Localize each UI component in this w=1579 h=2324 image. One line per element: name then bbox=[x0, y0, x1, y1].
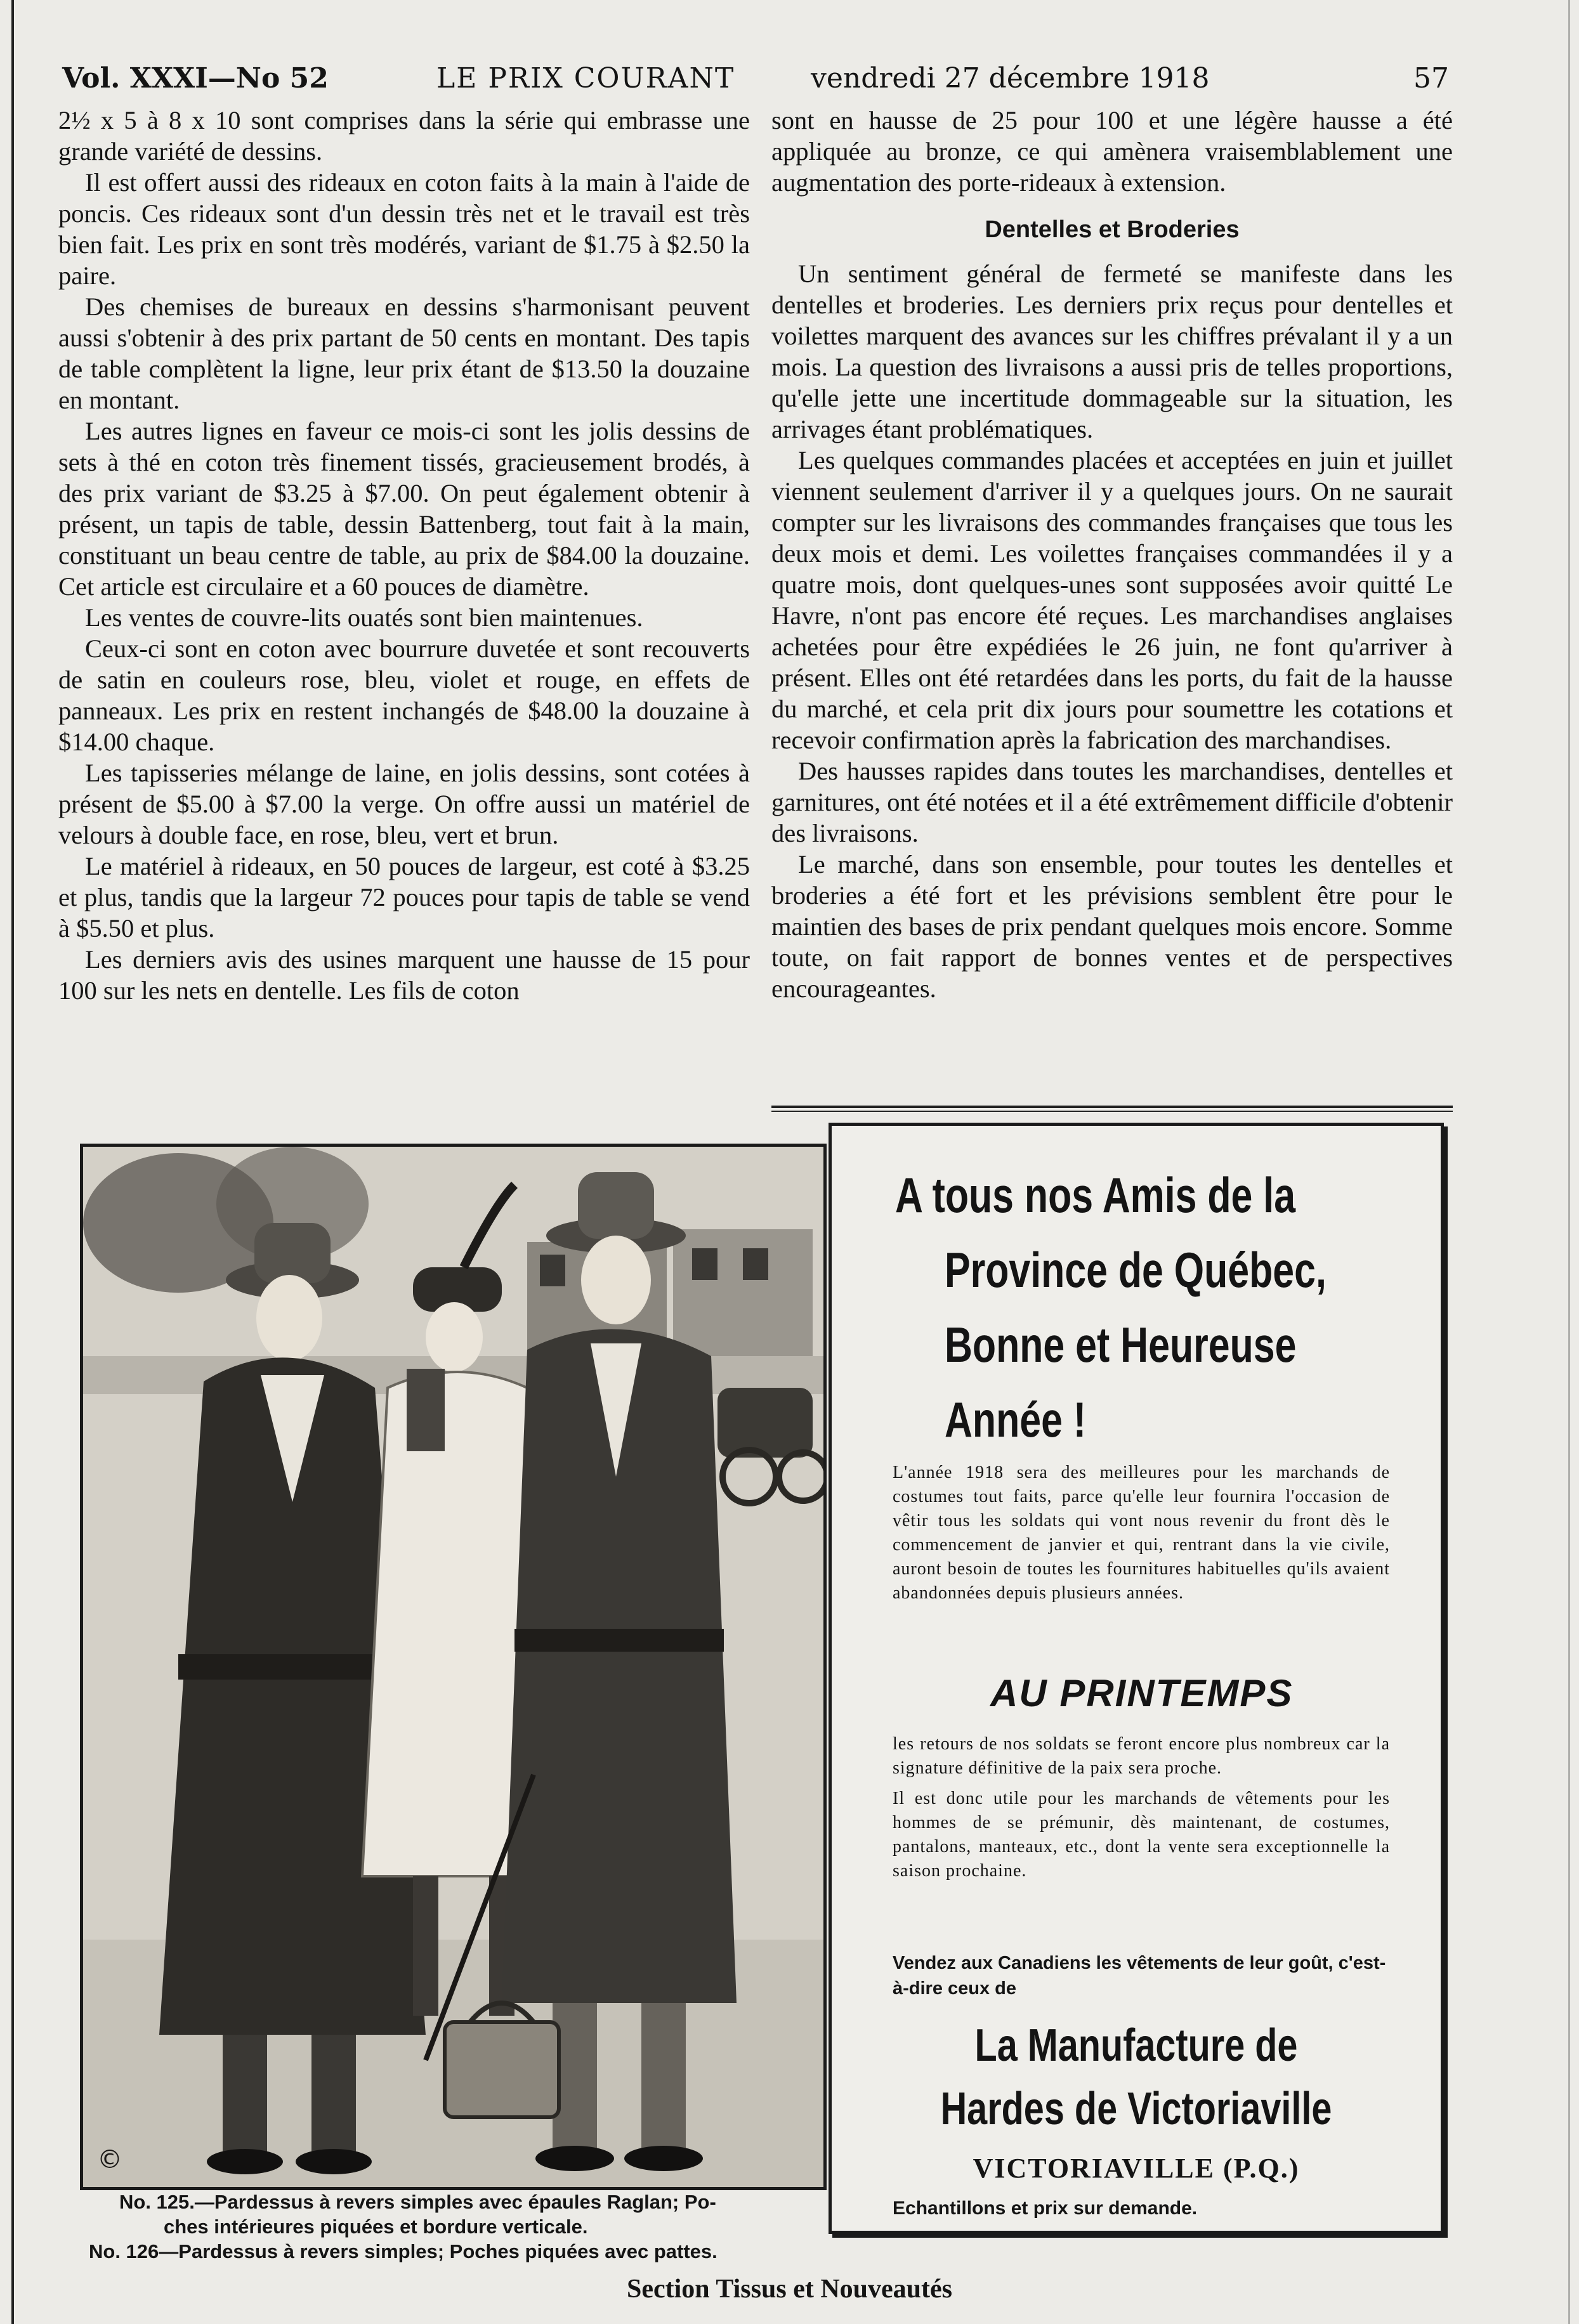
ad-spring-heading: AU PRINTEMPS bbox=[990, 1672, 1294, 1714]
ad-body-text bbox=[893, 1732, 1390, 1883]
article-paragraph: sont en hausse de 25 pour 100 et une légère hausse a été appliquée au bronze, ce qui amènera vraisemblablement une augmentation des porte-rideaux à extension. bbox=[771, 106, 1453, 197]
ad-sell-line: Vendez aux Canadiens les vêtements de leur goût, c'est-à-dire ceux de bbox=[893, 1953, 1386, 1999]
volume-label: Vol. XXXI—No 52 bbox=[62, 62, 329, 95]
ad-city: VICTORIAVILLE (P.Q.) bbox=[973, 2153, 1300, 2184]
illustration-caption bbox=[89, 2190, 825, 2264]
right-article-column bbox=[771, 105, 1453, 1004]
ad-headline-line: Année ! bbox=[945, 1392, 1087, 1447]
divider-rule bbox=[771, 1106, 1453, 1108]
ad-samples-note: Echantillons et prix sur demande. bbox=[893, 2198, 1198, 2219]
article-paragraph: Il est offert aussi des rideaux en coton faits à la main à l'aide de poncis. Ces rideaux sont d'un dessin très net et le travail est très bien fait. Les prix en sont très modérés, variant de $1.75 à $2.50 la paire. bbox=[58, 168, 750, 290]
article-paragraph: Les autres lignes en faveur ce mois-ci sont les jolis dessins de sets à thé en coton très finement tissés, gracieusement brodés, à des prix variant de $3.25 à $7.00. On peut également obtenir à présent, un tapis de table, dessin Battenberg, tout fait à la main, constituant un beau centre de table, au prix de $84.00 la douzaine. Cet article est circulaire et a 60 pouces de diamètre. bbox=[58, 417, 750, 601]
caption-line: ches intérieures piquées et bordure verticale. bbox=[164, 2216, 588, 2238]
scan-edge-line bbox=[11, 0, 14, 2324]
section-subheading: Dentelles et Broderies bbox=[985, 216, 1240, 243]
ad-headline-line: A tous nos Amis de la bbox=[895, 1167, 1296, 1223]
ad-body-text: L'année 1918 sera des meilleures pour les marchands de costumes tout faits, parce qu'elle leur fournira l'occasion de vêtir tous les soldats qui vont nous revenir du front dès le commencement de janvier et qui, rentrant dans la vie civile, auront besoin de toutes les fournitures habituelles qu'ils avaient abandonnées depuis plusieurs années. bbox=[893, 1463, 1390, 1603]
publication-title: LE PRIX COURANT bbox=[436, 62, 735, 95]
ad-manufacturer-name bbox=[928, 2014, 1344, 2141]
fashion-illustration bbox=[80, 1144, 827, 2190]
article-paragraph: Les quelques commandes placées et acceptées en juin et juillet viennent seulement d'arriver il y a quelques jours. On ne saurait compter sur les livraisons des commandes françaises que tous les deux mois et demi. Les voilettes françaises commandées il y a quatre mois, dont quelques-unes sont supposées avoir quitté Le Havre, n'ont pas encore été reçues. Les marchandises anglaises achetées pour être expédiées le 26 juin, ne font qu'arriver à présent. Elles ont été retardées dans les ports, du fait de la hausse du marché, et cela prit dix jours pour soumettre les cotations et recevoir confirmation après la fabrication des marchandises. bbox=[771, 446, 1453, 754]
article-paragraph: Les tapisseries mélange de laine, en jolis dessins, sont cotées à présent de $5.00 à $7.00 la verge. On offre aussi un matériel de velours à double face, en rose, bleu, vert et brun. bbox=[58, 759, 750, 849]
article-paragraph: Les ventes de couvre-lits ouatés sont bien maintenues. bbox=[85, 603, 643, 632]
issue-date: vendredi 27 décembre 1918 bbox=[811, 62, 1210, 95]
ad-headline-line: Bonne et Heureuse bbox=[945, 1317, 1297, 1373]
page-header bbox=[62, 62, 1458, 104]
scan-edge-line-right bbox=[1568, 0, 1570, 2324]
ad-headline bbox=[895, 1158, 1327, 1457]
article-paragraph: 2½ x 5 à 8 x 10 sont comprises dans la série qui embrasse une grande variété de dessins. bbox=[58, 106, 750, 166]
ad-headline-line: Province de Québec, bbox=[945, 1242, 1327, 1298]
section-footer: Section Tissus et Nouveautés bbox=[626, 2275, 952, 2304]
ad-manufacturer-line: La Manufacture de bbox=[974, 2020, 1298, 2071]
article-paragraph: Un sentiment général de fermeté se manifeste dans les dentelles et broderies. Les derniers prix reçus pour dentelles et voilettes marquent des avances sur les chiffres prévalant il y a un mois. La question des livraisons a aussi pris de telles proportions, qu'elle jette une incertitude dommageable sur la situation, les arrivages étant problématiques. bbox=[771, 259, 1453, 443]
article-paragraph: Des chemises de bureaux en dessins s'harmonisant peuvent aussi s'obtenir à des prix partant de 50 cents en montant. Des tapis de table complètent la ligne, leur prix étant de $13.50 la douzaine en montant. bbox=[58, 292, 750, 414]
illustration-drawing bbox=[83, 1147, 823, 2187]
copyright-mark: © bbox=[97, 2145, 122, 2174]
ad-paragraph: les retours de nos soldats se feront encore plus nombreux car la signature définitive de la paix sera proche. bbox=[893, 1734, 1390, 1778]
article-paragraph: Ceux-ci sont en coton avec bourrure duvetée et sont recouverts de satin en couleurs rose, bleu, violet et rouge, en effets de panneaux. Les prix en restent inchangés de $48.00 la douzaine à $14.00 chaque. bbox=[58, 634, 750, 756]
travel-bag bbox=[445, 2003, 559, 2117]
ad-manufacturer-line: Hardes de Victoriaville bbox=[940, 2084, 1332, 2134]
divider-rule bbox=[771, 1111, 1453, 1112]
advertisement-box bbox=[829, 1123, 1444, 2234]
article-paragraph: Des hausses rapides dans toutes les marchandises, dentelles et garnitures, ont été notées et il a été extrêmement difficile d'obtenir des livraisons. bbox=[771, 757, 1453, 847]
caption-line: No. 125.—Pardessus à revers simples avec épaules Raglan; Po- bbox=[119, 2191, 716, 2213]
article-paragraph: Le matériel à rideaux, en 50 pouces de largeur, est coté à $3.25 et plus, tandis que la largeur 72 pouces pour tapis de table se vend à $5.50 et plus. bbox=[58, 852, 750, 943]
caption-line: No. 126—Pardessus à revers simples; Poches piquées avec pattes. bbox=[89, 2240, 717, 2262]
ad-paragraph: Il est donc utile pour les marchands de vêtements pour les hommes de se prémunir, dès maintenant, de costumes, pantalons, manteaux, etc., dont la vente sera exceptionnelle la saison prochaine. bbox=[893, 1789, 1390, 1881]
article-paragraph: Le marché, dans son ensemble, pour toutes les dentelles et broderies a été fort et les prévisions semblent être pour le maintien des bases de prix pendant quelques mois encore. Somme toute, on fait rapport de bonnes ventes et de perspectives encourageantes. bbox=[771, 850, 1453, 1003]
article-paragraph: Les derniers avis des usines marquent une hausse de 15 pour 100 sur les nets en dentelle. Les fils de coton bbox=[58, 945, 750, 1005]
left-article-column bbox=[58, 105, 750, 1006]
page-number: 57 bbox=[1413, 62, 1449, 95]
